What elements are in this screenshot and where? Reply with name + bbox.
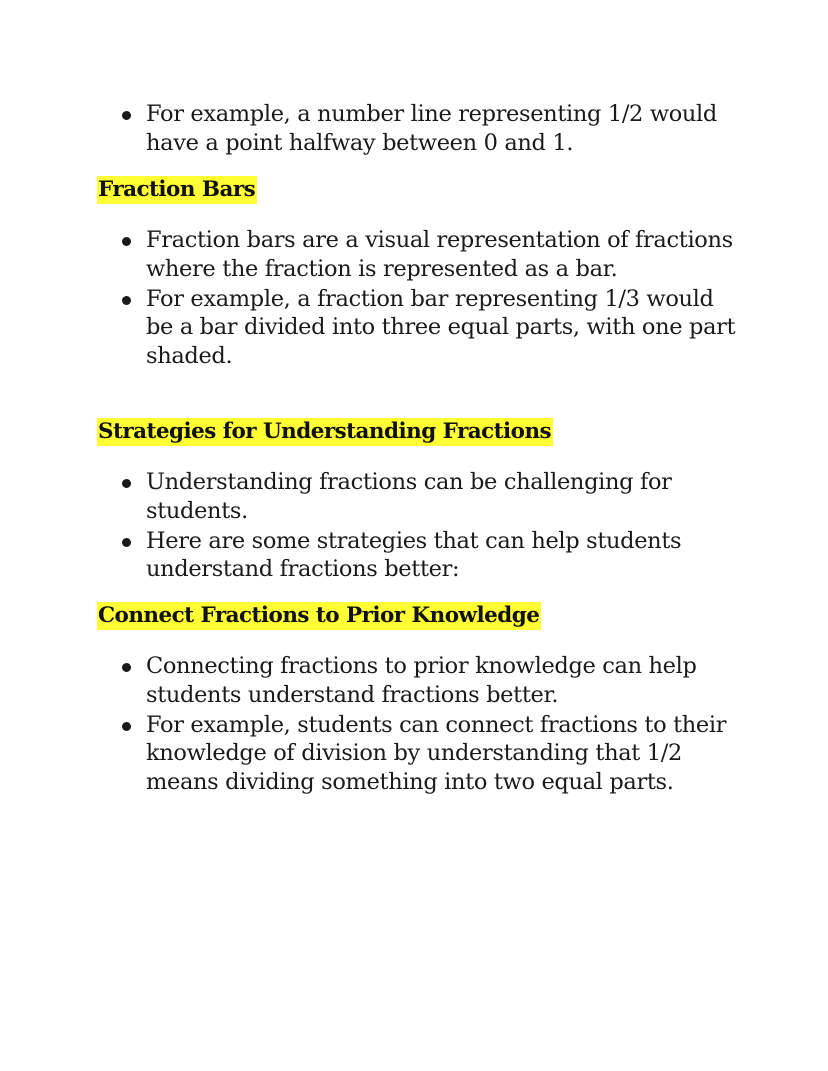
section-heading-prior-knowledge: Connect Fractions to Prior Knowledge — [98, 603, 540, 628]
section-heading-strategies: Strategies for Understanding Fractions — [98, 419, 552, 444]
list-item: Here are some strategies that can help students understand fractions better: — [0, 527, 746, 584]
list-item: For example, students can connect fractions to their knowledge of division by understanding that 1/2 means dividing something into two equal parts. — [0, 711, 746, 797]
list-item: Understanding fractions can be challenging for students. — [0, 468, 746, 525]
section-heading-fraction-bars: Fraction Bars — [98, 177, 256, 202]
list-item: Fraction bars are a visual representation of fractions where the fraction is represented as a bar. — [0, 226, 746, 283]
fraction-bars-bullet-list — [0, 226, 746, 372]
strategies-bullet-list — [0, 468, 746, 585]
list-item: For example, a number line representing 1/2 would have a point halfway between 0 and 1. — [0, 100, 746, 157]
list-item: For example, a fraction bar representing 1/3 would be a bar divided into three equal parts, with one part shaded. — [0, 285, 746, 371]
prior-knowledge-bullet-list — [0, 652, 746, 798]
intro-bullet-list — [0, 100, 746, 159]
list-item: Connecting fractions to prior knowledge can help students understand fractions better. — [0, 652, 746, 709]
